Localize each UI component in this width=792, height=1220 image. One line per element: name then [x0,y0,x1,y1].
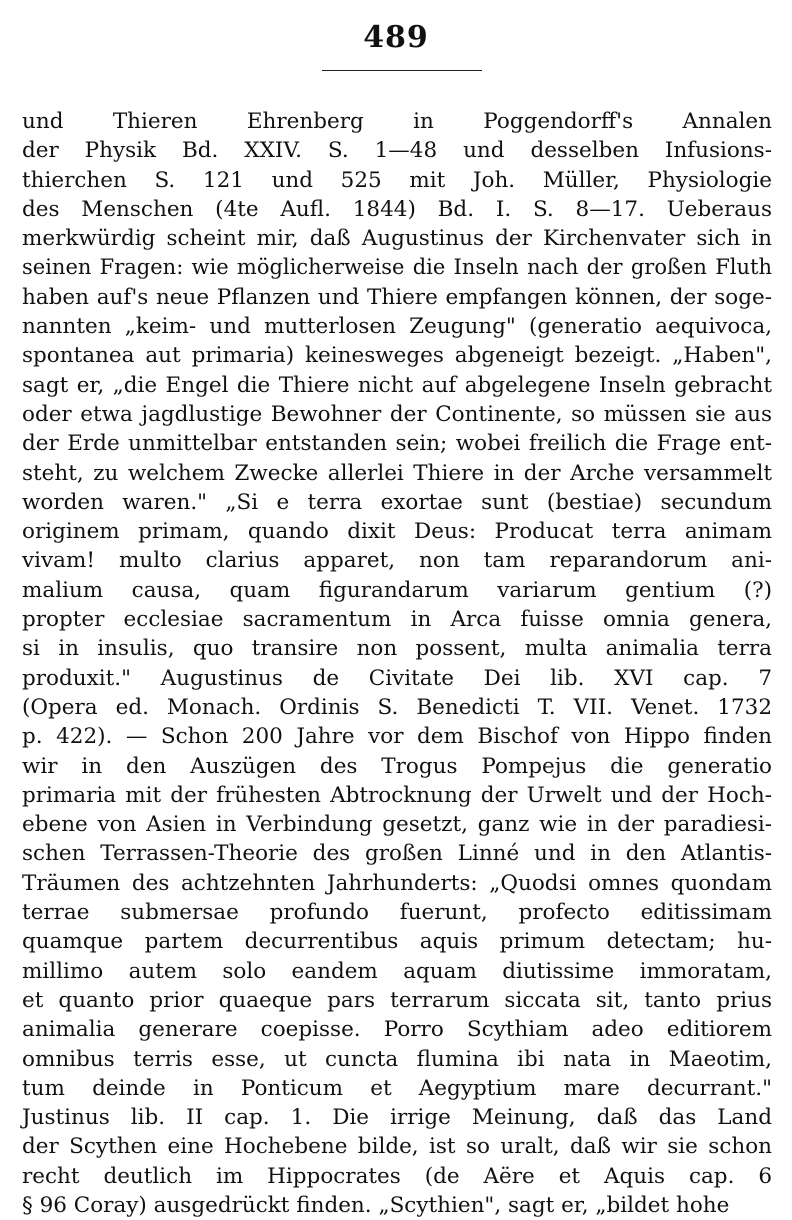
text-line: et quanto prior quaeque pars terrarum siccata sit, tanto prius [22,987,772,1013]
text-line: omnibus terris esse, ut cuncta flumina ibi nata in Maeotim, [22,1046,772,1072]
text-line: der Erde unmittelbar entstanden sein; wobei freilich die Frage ent- [22,431,772,457]
text-line: thierchen S. 121 und 525 mit Joh. Müller, Physiologie [22,167,772,193]
header-rule [322,70,482,71]
text-line: (Opera ed. Monach. Ordinis S. Benedicti T. VII. Venet. 1732 [22,694,772,720]
text-line: terrae submersae profundo fuerunt, profecto editissimam [22,900,772,926]
text-line: originem primam, quando dixit Deus: Producat terra animam [22,519,772,545]
text-line: steht, zu welchem Zwecke allerlei Thiere in der Arche versammelt [22,460,772,486]
text-line: quamque partem decurrentibus aquis primum detectam; hu- [22,929,772,955]
text-line: nannten „keim- und mutterlosen Zeugung" (generatio aequivoca, [22,314,772,340]
body-text [22,107,772,1220]
text-line: der Scythen eine Hochebene bilde, ist so uralt, daß wir sie schon [22,1134,772,1160]
text-line: propter ecclesiae sacramentum in Arca fuisse omnia genera, [22,607,772,633]
text-line: Träumen des achtzehnten Jahrhunderts: „Quodsi omnes quondam [22,870,772,896]
text-line: primaria mit der frühesten Abtrocknung der Urwelt und der Hoch- [22,782,772,808]
text-line: p. 422). — Schon 200 Jahre vor dem Bischof von Hippo finden [22,724,772,750]
text-line: vivam! multo clarius apparet, non tam reparandorum ani- [22,548,772,574]
text-line: sagt er, „die Engel die Thiere nicht auf abgelegene Inseln gebracht [22,372,772,398]
text-line: § 96 Coray) ausgedrückt finden. „Scythien", sagt er, „bildet hohe [22,1192,730,1218]
text-line: spontanea aut primaria) keinesweges abgeneigt bezeigt. „Haben", [22,343,772,369]
text-line: tum deinde in Ponticum et Aegyptium mare decurrant." [22,1075,772,1101]
text-line: worden waren." „Si e terra exortae sunt (bestiae) secundum [22,489,772,515]
text-line: produxit." Augustinus de Civitate Dei lib. XVI cap. 7 [22,665,772,691]
text-line: recht deutlich im Hippocrates (de Aëre et Aquis cap. 6 [22,1163,772,1189]
text-line: millimo autem solo eandem aquam diutissime immoratam, [22,958,772,984]
text-line: des Menschen (4te Aufl. 1844) Bd. I. S. 8—17. Ueberaus [22,196,772,222]
text-line: Justinus lib. II cap. 1. Die irrige Meinung, daß das Land [22,1105,772,1131]
text-line: wir in den Auszügen des Trogus Pompejus die generatio [22,753,772,779]
text-line: oder etwa jagdlustige Bewohner der Continente, so müssen sie aus [22,401,772,427]
text-line: haben auf's neue Pflanzen und Thiere empfangen können, der soge- [22,284,772,310]
text-line: malium causa, quam figurandarum variarum gentium (?) [22,577,772,603]
text-line: und Thieren Ehrenberg in Poggendorff's Annalen [22,109,772,134]
text-line: merkwürdig scheint mir, daß Augustinus der Kirchenvater sich in [22,226,772,252]
text-line: si in insulis, quo transire non possent, multa animalia terra [22,636,772,662]
text-line: der Physik Bd. XXIV. S. 1—48 und desselben Infusions- [22,138,772,164]
text-line: ebene von Asien in Verbindung gesetzt, ganz wie in der paradiesi- [22,812,772,838]
page-number: 489 [363,20,429,55]
text-line: animalia generare coepisse. Porro Scythiam adeo editiorem [22,1017,772,1043]
text-line: schen Terrassen-Theorie des großen Linné und in den Atlantis- [22,841,772,867]
text-line: seinen Fragen: wie möglicherweise die Inseln nach der großen Fluth [22,255,772,280]
